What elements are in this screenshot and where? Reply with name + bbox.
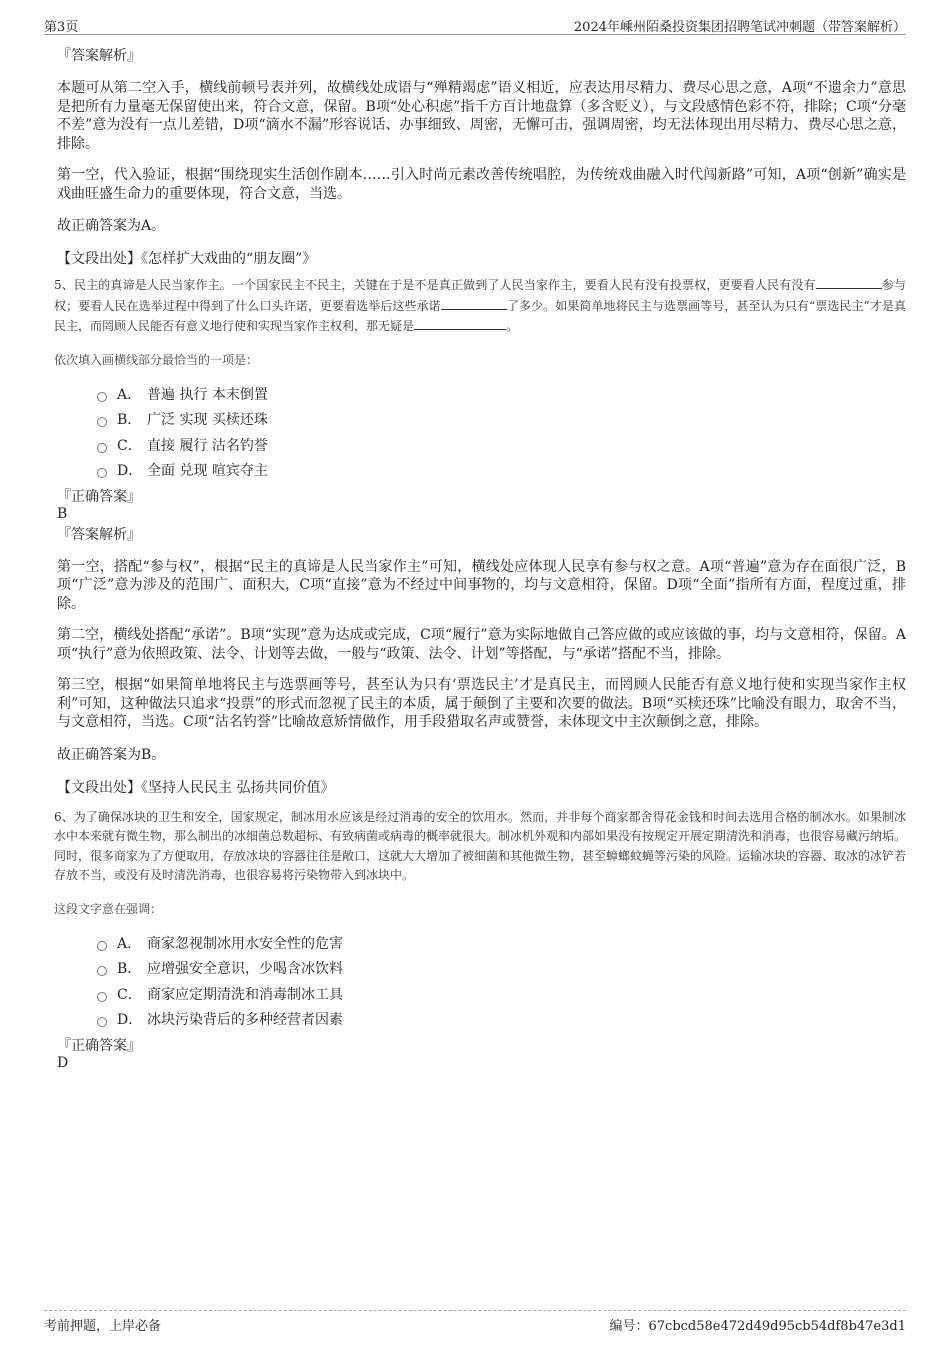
q5-text-4: 。 bbox=[506, 319, 519, 333]
radio-icon[interactable] bbox=[97, 966, 107, 976]
q6-answer-label: 『正确答案』 bbox=[57, 1037, 141, 1054]
q5-option-a[interactable]: A． 普遍 执行 本末倒置 bbox=[97, 383, 906, 409]
q5-prompt: 依次填入画横线部分最恰当的一项是： bbox=[54, 352, 259, 367]
page-footer bbox=[44, 1310, 906, 1333]
q5-options bbox=[97, 383, 906, 485]
radio-icon[interactable] bbox=[97, 443, 107, 453]
q5-analysis-label: 『答案解析』 bbox=[57, 526, 141, 543]
radio-icon[interactable] bbox=[97, 1017, 107, 1027]
footer-slogan: 考前押题，上岸必备 bbox=[44, 1319, 162, 1334]
q5-option-b[interactable]: B． 广泛 实现 买椟还珠 bbox=[97, 408, 906, 434]
q5-analysis-para-2: 第二空，横线处搭配“承诺”。B项“实现”意为达成或完成，C项“履行”意为实际地做自己答应做的或应该做的事，均与文意相符，保留。A项“执行”意为依照政策、法令、计划等去做，一般与“政策、法令、计划”等搭配，与“承诺”搭配不当，排除。 bbox=[57, 627, 906, 662]
q5-analysis-para-1: 第一空，搭配“参与权”，根据“民主的真谛是人民当家作主”可知，横线处应体现人民享有参与权之意。A项“普遍”意为存在面很广泛，B项“广泛”意为涉及的范围广、面积大，C项“直接”意为不经过中间事物的，均与文意相符，保留。D项“全面”指所有方面，程度过重，排除。 bbox=[57, 558, 906, 612]
q5-option-c[interactable]: C． 直接 履行 沽名钓誉 bbox=[97, 434, 906, 460]
q5-source: 【文段出处】《坚持人民民主 弘扬共同价值》 bbox=[57, 779, 335, 796]
q5-blank-2 bbox=[441, 296, 507, 310]
q5-text-1: 5、民主的真谛是人民当家作主。一个国家民主不民主，关键在于是不是真正做到了人民当家作主，要看人民有没有投票权，更要看人民有没有 bbox=[54, 278, 816, 292]
document-body bbox=[54, 46, 907, 1072]
q5-text-3: 了多少。如果简单地将民主与选票画等号，甚至认为只有“票选民主”才是真民主，而罔顾人民能否有意义地行使和实现当家作主权利，那无疑是 bbox=[54, 298, 906, 333]
q5-question bbox=[54, 275, 906, 337]
document-id: 编号：67cbcd58e472d49d95cb54df8b47e3d1 bbox=[609, 1319, 906, 1334]
radio-icon[interactable] bbox=[97, 941, 107, 951]
q5-text-2: 参与权；要看人民在选举过程中得到了什么口头许诺，更要看选举后这些承诺 bbox=[54, 278, 906, 313]
radio-icon[interactable] bbox=[97, 392, 107, 402]
q4-source: 【文段出处】《怎样扩大戏曲的“朋友圈”》 bbox=[57, 251, 317, 267]
q4-analysis-label: 『答案解析』 bbox=[57, 48, 141, 64]
q6-option-d[interactable]: D． 冰块污染背后的多种经营者因素 bbox=[97, 1008, 906, 1034]
q5-answer: B bbox=[57, 505, 68, 522]
q6-question: 6、为了确保冰块的卫生和安全，国家规定，制冰用水应该是经过消毒的安全的饮用水。然而，并非每个商家都舍得花金钱和时间去选用合格的制冰水。如果制冰水中本来就有微生物，那么制出的冰细菌总数超标、有致病菌或病毒的概率就很大。制冰机外观和内部如果没有按规定开展定期清洗和消毒，也很容易藏污纳垢。同时，很多商家为了方便取用，存放冰块的容器往往是敞口，这就大大增加了被细菌和其他微生物，甚至蟑螂蚊蝇等污染的风险。运输冰块的容器、取冰的冰铲若存放不当，或没有及时清洗消毒，也很容易将污染物带入到冰块中。 bbox=[54, 809, 907, 882]
q4-conclusion: 故正确答案为A。 bbox=[57, 218, 166, 234]
q4-analysis-para-2: 第一空，代入验证，根据“围绕现实生活创作剧本……引入时尚元素改善传统唱腔，为传统戏曲融入时代闯新路”可知，A项“创新”确实是戏曲旺盛生命力的重要体现，符合文意，当选。 bbox=[57, 167, 906, 202]
q5-option-d[interactable]: D． 全面 兑现 喧宾夺主 bbox=[97, 459, 906, 485]
radio-icon[interactable] bbox=[97, 468, 107, 478]
page-header bbox=[44, 14, 906, 35]
page-number: 第3页 bbox=[44, 20, 79, 35]
q5-conclusion: 故正确答案为B。 bbox=[57, 746, 166, 763]
q6-options bbox=[97, 932, 906, 1034]
radio-icon[interactable] bbox=[97, 992, 107, 1002]
document-title: 2024年嵊州陌桑投资集团招聘笔试冲刺题（带答案解析） bbox=[573, 20, 906, 35]
q6-prompt: 这段文字意在强调： bbox=[54, 901, 163, 916]
radio-icon[interactable] bbox=[97, 417, 107, 427]
q5-blank-1 bbox=[816, 275, 882, 289]
q5-blank-3 bbox=[414, 316, 506, 330]
q6-option-c[interactable]: C． 商家应定期清洗和消毒制冰工具 bbox=[97, 983, 906, 1009]
q5-analysis-para-3: 第三空，根据“如果简单地将民主与选票画等号，甚至认为只有‘票选民主’才是真民主，而罔顾人民能否有意义地行使和实现当家作主权利”可知，这种做法只追求“投票”的形式而忽视了民主的本质，属于颠倒了主要和次要的做法。B项“买椟还珠”比喻没有眼力，取舍不当，与文意相符，当选。C项“沽名钓誉”比喻故意矫情做作，用手段猎取名声或赞誉，未体现文中主次颠倒之意，排除。 bbox=[57, 677, 906, 730]
q6-option-b[interactable]: B． 应增强安全意识，少喝含冰饮料 bbox=[97, 957, 906, 983]
q6-option-a[interactable]: A． 商家忽视制冰用水安全性的危害 bbox=[97, 932, 906, 958]
q4-analysis-para-1: 本题可从第二空入手，横线前顿号表并列，故横线处成语与“殚精竭虑”语义相近，应表达用尽精力、费尽心思之意，A项“不遗余力”意思是把所有力量毫无保留使出来，符合文意，保留。B项“处心积虑”指千方百计地盘算（多含贬义），与文段感情色彩不符，排除；C项“分毫不差”意为没有一点儿差错，D项“滴水不漏”形容说话、办事细致、周密，无懈可击，强调周密，均无法体现出用尽精力、费尽心思之意，排除。 bbox=[57, 80, 906, 152]
q5-answer-label: 『正确答案』 bbox=[57, 488, 141, 505]
q6-answer: D bbox=[57, 1054, 69, 1071]
